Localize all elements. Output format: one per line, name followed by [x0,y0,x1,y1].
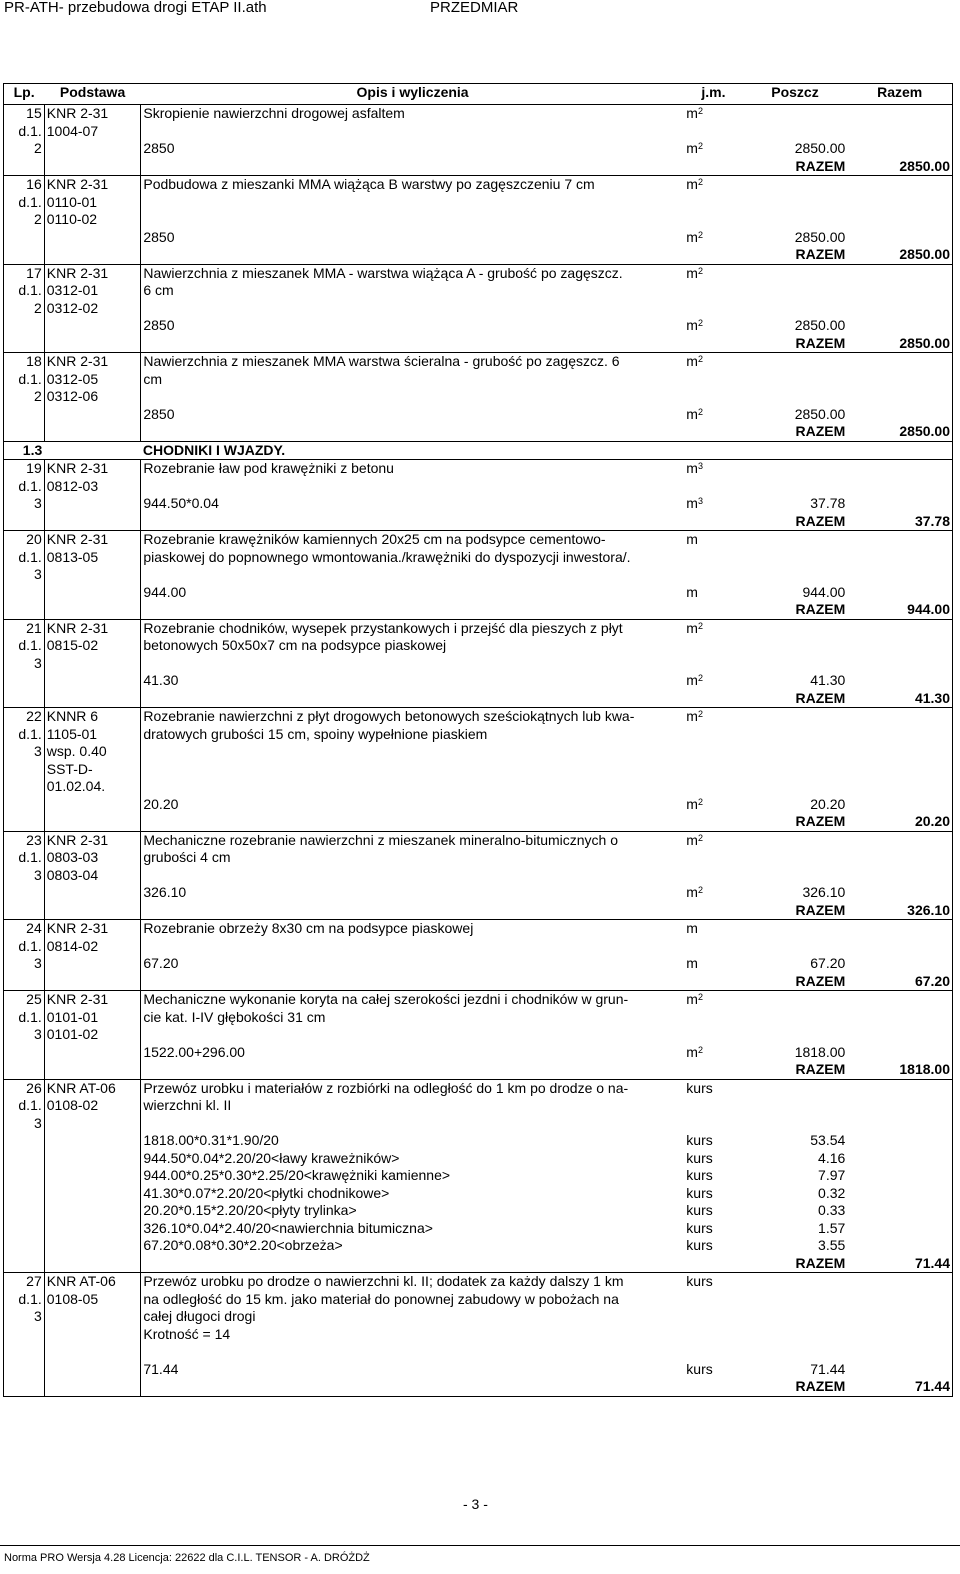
total-value: 2850.00 [847,335,952,353]
calc-value: 2850.00 [794,228,846,245]
calc-value: 2850.00 [794,317,846,333]
item-podstawa: KNR 2-31 0814-02 [44,920,141,991]
calc-row [4,1220,953,1238]
total-row [4,1255,953,1273]
item-lp: 16 d.1. 2 [4,176,45,265]
total-value: 37.78 [847,513,952,531]
calc-expression: 20.20 [141,796,684,814]
item-lp: 25 d.1. 3 [4,991,45,1080]
item-unit: $m^2$ [684,708,742,796]
calc-expression: 2850 [141,229,684,247]
calc-value: 20.20 [810,795,846,812]
table-row [4,105,953,141]
calc-unit: $m^2$ [686,317,703,333]
table-row [4,353,953,406]
item-description: Podbudowa z mieszanki MMA wiążąca B warstwy po zagęszczeniu 7 cm [141,176,684,229]
item-podstawa: KNR 2-31 0803-03 0803-04 [44,831,141,920]
item-podstawa: KNR 2-31 0813-05 [44,531,141,620]
total-row [4,690,953,708]
calc-expression: 2850 [141,317,684,335]
total-label: RAZEM [743,158,848,176]
file-name: PR-ATH- przebudowa drogi ETAP II.ath [4,0,267,16]
total-row [4,973,953,991]
item-lp: 19 d.1. 3 [4,460,45,531]
calc-unit: $m^2$ [686,1043,703,1060]
calc-expression: 71.44 [141,1361,684,1379]
item-description: Nawierzchnia z mieszanek MMA warstwa ścieralna - grubość po zagęszcz. 6 cm [141,353,684,406]
item-podstawa: KNR 2-31 0312-05 0312-06 [44,353,141,442]
total-value: 41.30 [847,690,952,708]
calc-expression: 20.20*0.15*2.20/20<płyty trylinka> [141,1202,684,1220]
item-lp: 24 d.1. 3 [4,920,45,991]
footer-divider [0,1545,960,1546]
calc-row [4,1361,953,1379]
table-row [4,920,953,956]
total-value: 67.20 [847,973,952,991]
item-unit: $m^2$ [684,353,742,406]
item-description: Skropienie nawierzchni drogowej asfaltem [141,105,684,141]
calc-value: 41.30 [810,672,846,688]
item-unit: $m^3$ [684,460,742,496]
table-row [4,460,953,496]
calc-value: 0.32 [818,1184,846,1201]
item-podstawa: KNR AT-06 0108-02 [44,1079,141,1273]
table-row [4,619,953,672]
calc-row [4,584,953,602]
calc-unit: kurs [686,1184,713,1201]
col-razem: Razem [847,84,952,105]
item-description: Przewóz urobku i materiałów z rozbiórki na odległość do 1 km po drodze o na- wierzchni kl. II [141,1079,684,1132]
item-unit: kurs [684,1079,742,1132]
section-number: 1.3 [4,441,45,460]
table-row [4,708,953,796]
total-label: RAZEM [743,423,848,441]
item-lp: 27 d.1. 3 [4,1273,45,1397]
section-row [4,441,953,460]
col-opis: Opis i wyliczenia [141,84,684,105]
calc-value: 53.54 [810,1132,846,1148]
calc-value: 1.57 [818,1219,846,1236]
calc-expression: 944.50*0.04*2.20/20<ławy kraweżników> [141,1150,684,1168]
total-value: 2850.00 [847,423,952,441]
calc-value: 4.16 [818,1149,846,1166]
item-lp: 23 d.1. 3 [4,831,45,920]
col-lp: Lp. [4,84,45,105]
calc-row [4,1185,953,1203]
calc-unit: $m^2$ [686,228,703,245]
item-unit: $m^2$ [684,991,742,1044]
table-row [4,531,953,584]
calc-row [4,406,953,424]
item-unit: $m^2$ [684,105,742,141]
calc-row [4,1150,953,1168]
calc-value: 7.97 [818,1167,846,1183]
calc-value: 2850.00 [794,405,846,422]
item-lp: 15 d.1. 2 [4,105,45,176]
total-row [4,423,953,441]
calc-value: 37.78 [810,495,846,511]
calc-expression: 1522.00+296.00 [141,1044,684,1062]
total-row [4,902,953,920]
calc-row [4,495,953,513]
table-row [4,991,953,1044]
item-unit: kurs [684,1273,742,1361]
table-row [4,176,953,229]
calc-row [4,140,953,158]
item-lp: 18 d.1. 2 [4,353,45,442]
calc-expression: 41.30 [141,672,684,690]
table-row [4,264,953,317]
total-value: 2850.00 [847,246,952,264]
footer-text: Norma PRO Wersja 4.28 Licencja: 22622 dla C.I.L. TENSOR - A. DRÓŻDŻ [4,1552,370,1564]
item-description: Mechaniczne wykonanie koryta na całej szerokości jezdni i chodników w grun- cie kat. I-IV głębokości 31 cm [141,991,684,1044]
total-value: 20.20 [847,813,952,831]
calc-value: 944.00 [802,583,846,600]
calc-row [4,1132,953,1150]
item-podstawa: KNR AT-06 0108-05 [44,1273,141,1397]
calc-unit: $m^2$ [686,672,703,688]
item-podstawa: KNR 2-31 0110-01 0110-02 [44,176,141,265]
total-row [4,601,953,619]
calc-expression: 67.20 [141,955,684,973]
table-row [4,831,953,884]
col-podstawa: Podstawa [44,84,141,105]
total-label: RAZEM [743,1061,848,1079]
total-label: RAZEM [743,973,848,991]
item-podstawa: KNNR 6 1105-01 wsp. 0.40 SST-D- 01.02.04. [44,708,141,832]
item-podstawa: KNR 2-31 0312-01 0312-02 [44,264,141,353]
calc-value: 67.20 [810,955,846,971]
total-row [4,158,953,176]
item-description: Rozebranie obrzeży 8x30 cm na podsypce piaskowej [141,920,684,956]
item-description: Przewóz urobku po drodze o nawierzchni kl. II; dodatek za każdy dalszy 1 km na odległość do 15 km. jako materiał do ponownej zabudowy w pobożach na całej długoci drogi Krotność = 14 [141,1273,684,1361]
calc-row [4,317,953,335]
document-title: PRZEDMIAR [430,0,519,16]
item-unit: $m^2$ [684,619,742,672]
total-row [4,1378,953,1396]
calc-expression: 41.30*0.07*2.20/20<płytki chodnikowe> [141,1185,684,1203]
section-title: CHODNIKI I WJAZDY. [142,441,286,458]
calc-expression: 944.50*0.04 [141,495,684,513]
calc-unit: kurs [686,1237,713,1253]
calc-unit: kurs [686,1360,713,1377]
calc-value: 1818.00 [794,1043,846,1060]
calc-row [4,229,953,247]
total-label: RAZEM [743,513,848,531]
total-row [4,513,953,531]
calc-expression: 944.00 [141,584,684,602]
calc-row [4,1202,953,1220]
calc-value: 71.44 [810,1360,846,1377]
item-description: Nawierzchnia z mieszanek MMA - warstwa wiążąca A - grubość po zagęszcz. 6 cm [141,264,684,317]
item-lp: 21 d.1. 3 [4,619,45,708]
total-label: RAZEM [743,246,848,264]
item-lp: 17 d.1. 2 [4,264,45,353]
total-value: 71.44 [847,1255,952,1273]
cost-table [3,83,953,1397]
calc-unit: $m^2$ [686,405,703,422]
calc-expression: 944.00*0.25*0.30*2.25/20<krawężniki kamienne> [141,1167,684,1185]
calc-expression: 67.20*0.08*0.30*2.20<obrzeża> [141,1237,684,1255]
item-unit: $m^2$ [684,176,742,229]
calc-row [4,1167,953,1185]
item-podstawa: KNR 2-31 0101-01 0101-02 [44,991,141,1080]
calc-row [4,955,953,973]
total-label: RAZEM [743,902,848,920]
item-podstawa: KNR 2-31 1004-07 [44,105,141,176]
total-value: 944.00 [847,601,952,619]
item-lp: 20 d.1. 3 [4,531,45,620]
table-row [4,1079,953,1132]
item-description: Rozebranie chodników, wysepek przystankowych i przejść dla pieszych z płyt betonowych 50x50x7 cm na podsypce piaskowej [141,619,684,672]
calc-unit: kurs [686,1149,713,1166]
calc-unit: kurs [686,1202,713,1218]
calc-value: 2850.00 [794,140,846,156]
calc-expression: 1818.00*0.31*1.90/20 [141,1132,684,1150]
calc-expression: 2850 [141,406,684,424]
total-label: RAZEM [743,1255,848,1273]
item-unit: $m^2$ [684,264,742,317]
table-header-row [4,84,953,105]
calc-value: 0.33 [818,1202,846,1218]
calc-expression: 2850 [141,140,684,158]
item-unit: $m^2$ [684,831,742,884]
calc-value: 326.10 [802,884,846,900]
calc-expression: 326.10*0.04*2.40/20<nawierchnia bitumiczna> [141,1220,684,1238]
total-label: RAZEM [743,1378,848,1396]
total-value: 1818.00 [847,1061,952,1079]
total-label: RAZEM [743,601,848,619]
total-value: 2850.00 [847,158,952,176]
total-label: RAZEM [743,690,848,708]
item-podstawa: KNR 2-31 0812-03 [44,460,141,531]
item-lp: 22 d.1. 3 [4,708,45,832]
calc-unit: $m^3$ [686,495,703,511]
calc-unit: kurs [686,1219,713,1236]
item-description: Rozebranie krawężników kamiennych 20x25 cm na podsypce cementowo- piaskowej do popnownego wmontowania./krawężniki do dyspozycji inwestora/. [141,531,684,584]
calc-row [4,672,953,690]
col-poszcz: Poszcz [743,84,848,105]
item-description: Rozebranie nawierzchni z płyt drogowych betonowych sześciokątnych lub kwa- dratowych grubości 15 cm, spoiny wypełnione piaskiem [141,708,684,796]
col-jm: j.m. [684,84,742,105]
total-value: 326.10 [847,902,952,920]
calc-unit: $m^2$ [686,884,703,900]
calc-unit: m [686,955,698,971]
total-row [4,335,953,353]
table-row [4,1273,953,1361]
item-description: Mechaniczne rozebranie nawierzchni z mieszanek mineralno-bitumicznych o grubości 4 cm [141,831,684,884]
total-value: 71.44 [847,1378,952,1396]
calc-unit: m [686,583,698,600]
calc-value: 3.55 [818,1237,846,1253]
calc-unit: kurs [686,1167,713,1183]
calc-unit: $m^2$ [686,795,703,812]
item-podstawa: KNR 2-31 0815-02 [44,619,141,708]
calc-expression: 326.10 [141,884,684,902]
calc-row [4,1237,953,1255]
calc-row [4,884,953,902]
item-unit: m [684,531,742,584]
total-label: RAZEM [743,813,848,831]
calc-unit: kurs [686,1132,713,1148]
total-row [4,813,953,831]
calc-row [4,1044,953,1062]
calc-unit: $m^2$ [686,140,703,156]
item-unit: m [684,920,742,956]
total-row [4,1061,953,1079]
total-label: RAZEM [743,335,848,353]
item-description: Rozebranie ław pod krawężniki z betonu [141,460,684,496]
item-lp: 26 d.1. 3 [4,1079,45,1273]
total-row [4,246,953,264]
page-number: - 3 - [463,1496,488,1512]
calc-row [4,796,953,814]
